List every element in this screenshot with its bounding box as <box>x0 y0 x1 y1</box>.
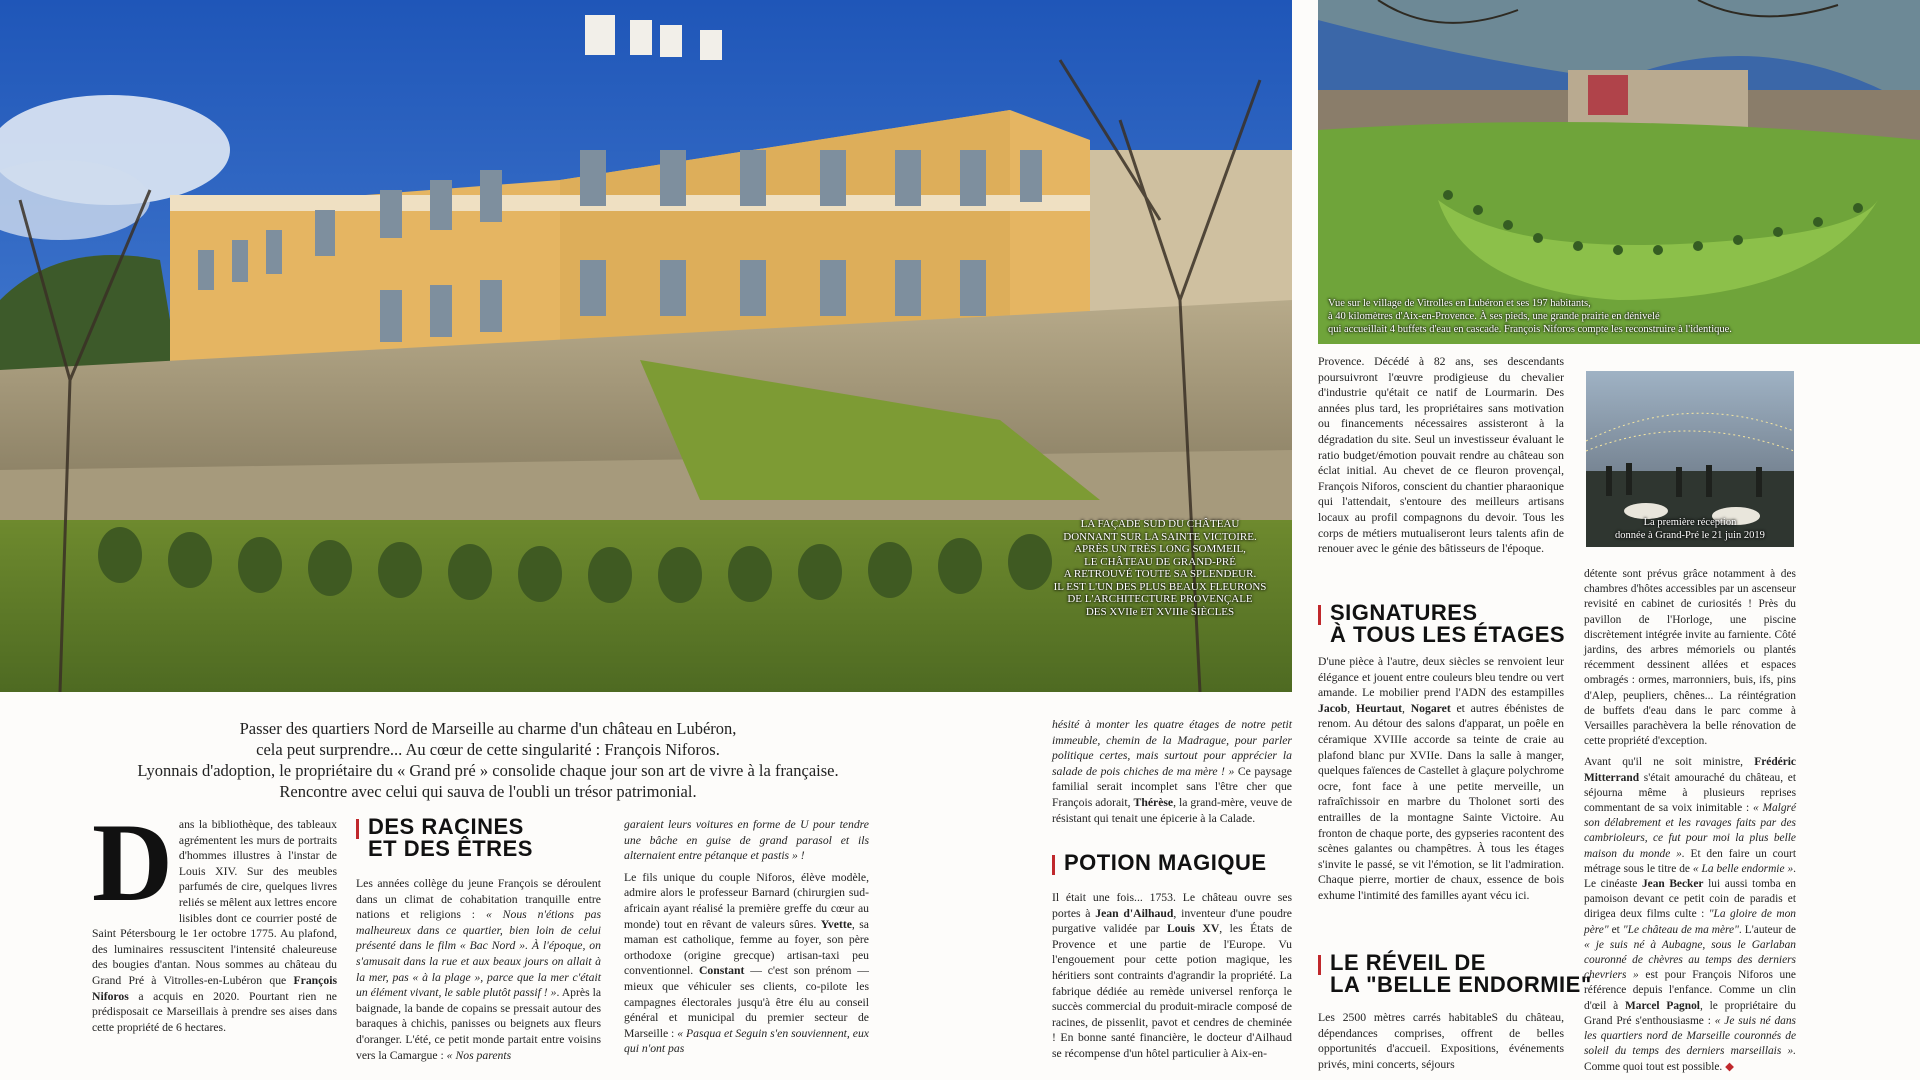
intro-standfirst: Passer des quartiers Nord de Marseille au charme d'un château en Lubéron, cela peut surprendre... Au cœur de cette singularité : François Niforos. Lyonnais d'adoption, le propriétaire du « Grand pré » consolide chaque jour son art de vivre à la française. Rencontre avec celui qui sauva de l'oubli un trésor patrimonial. <box>137 719 839 801</box>
article-column-1: Dans la bibliothèque, des tableaux agrémentent les murs de portraits d'hommes illustres à l'instar de Louis XIV. Sur des meubles parfumés de cire, quelques livres reliés se mêlent aux lettres encore lisibles dont ce courrier posté de Saint Pétersbourg le 1er octobre 1775. Au plafond, des luminaires ressuscitent l'intensité chaleureuse des bougies d'antan. Nous sommes au château du Grand Pré à Vitrolles-en-Lubéron que François Niforos a acquis en 2020. Pourtant rien ne prédisposait ce Marseillais à prendre ses aises dans cette propriété de 6 hectares. <box>92 801 337 1034</box>
chateau-photo-caption: LA FAÇADE SUD DU CHÂTEAU DONNANT SUR LA SAINTE VICTOIRE. APRÈS UN TRÈS LONG SOMMEIL, LE CHÂTEAU DE GRAND-PRÉ A RETROUVÉ TOUTE SA SPLENDEUR. IL EST L'UN DES PLUS BEAUX FLEURONS DE L'ARCHITECTURE PROVENÇALE DES XVIIe ET XVIIIe SIÈCLES <box>1053 518 1267 618</box>
reception-photo-caption: La première réception donnée à Grand-Pré le 21 juin 2019 <box>1615 517 1765 541</box>
article-column-4b: Il était une fois... 1753. Le château ouvre ses portes à Jean d'Ailhaud, inventeur d'une poudre purgative validée par Louis XV, les États de Provence et une partie de l'Europe. Vu l'engouement pour cette potion magique, les héritiers sont contraints d'agrandir la propriété. La fabrique dédiée au remède universel renforça le succès commercial du produit-miracle composé de racines, de pissenlit, pavot et cendres de cheminée ! En bonne santé financière, le docteur d'Ailhaud se récompense d'un hôtel particulier à Aix-en- <box>1052 891 1293 1060</box>
drop-cap: D <box>92 801 173 925</box>
article-column-5c: Les 2500 mètres carrés habitableS du château, dépendances comprises, offrent de belles opportunités d'accueil. Expositions, événements privés, mini concerts, séjours <box>1318 1011 1564 1071</box>
article-column-2: Les années collège du jeune François se déroulent dans un climat de cohabitation tranquille entre nations et religions : « Nous n'étions pas malheureux dans ce quartier, bien loin de celui présenté dans le film « Bac Nord ». À l'époque, on s'amusait dans la rue et aux beaux jours on allait à la mer, pas « à la plage », parce que la mer c'était un élément vivant, le sable plutôt passif ! ». Après la baignade, la bande de copains se pressait autour des baraques à chichis, panisses ou beignets aux fleurs d'oranger. L'été, ce petit monde partait entre voisins vers la Camargue : « Nos parents <box>356 877 602 1062</box>
article-column-3: garaient leurs voitures en forme de U pour tendre une bâche en guise de grand parasol et ils alternaient entre pétanque et pastis » ! Le fils unique du couple Niforos, élève modèle, admire alors le professeur Barnard (chirurgien sud-africain ayant réalisé la première greffe du cœur au monde) tout en rêvant de valeurs sûres. Yvette, sa maman est catholique, femme au foyer, son père orthodoxe (origine grecque) artisan-taxi peu conventionnel. Constant — c'est son prénom — mieux que véhiculer ses clients, co-pilote les campagnes électorales jusqu'à être élu au conseil général et municipal du premier secteur de Marseille : « Pasqua et Seguin s'en souviennent, eux qui n'ont pas <box>624 818 869 1056</box>
end-mark-icon: ◆ <box>1725 1060 1734 1073</box>
article-column-5: Provence. Décédé à 82 ans, ses descendants poursuivront l'œuvre prodigieuse du chevalier d'industrie qu'était ce natif de Lourmarin. Des années plus tard, les propriétaires sans motivation ou financements nécessaires assisteront à la dégradation du site. Seul un investisseur évaluant le ratio budget/émotion pouvait rendre au château son éclat initial. Au chevet de ce fleuron provençal, François Niforos, conscient du chantier pharaonique qui l'attendait, s'entoure des meilleurs artisans locaux au profil compagnons du devoir. Tous les corps de métiers mutualiseront leurs talents afin de renouer avec le génie des bâtisseurs de l'époque. <box>1318 355 1564 556</box>
village-photo <box>1318 0 1920 344</box>
article-column-4: hésité à monter les quatre étages de notre petit immeuble, chemin de la Madrague, pour parler politique certes, mais surtout pour apprécier la salade de pois chiches de ma mère ! » Ce paysage familial serait incomplet sans l'être cher que François adorait, Thérèse, la grand-mère, veuve de résistant qui tenait une épicerie à la Calade. <box>1052 718 1293 825</box>
village-photo-caption: Vue sur le village de Vitrolles en Lubéron et ses 197 habitants, à 40 kilomètres d'Aix-en-Provence. À ses pieds, une grande prairie en dénivelé qui accueillait 4 buffets d'eau en cascade. François Niforos compte les reconstruire à l'identique. <box>1328 298 1732 335</box>
heading-reveil: LE RÉVEIL DE LA "BELLE ENDORMIE" <box>1318 952 1592 996</box>
heading-potion-magique: POTION MAGIQUE <box>1052 852 1267 874</box>
heading-signatures: SIGNATURES À TOUS LES ÉTAGES <box>1318 602 1565 646</box>
article-column-5b: D'une pièce à l'autre, deux siècles se renvoient leur élégance et jouent entre couleurs bleu tendre ou vert amande. Le mobilier prend l'ADN des estampilles Jacob, Heurtaut, Nogaret et autres ébénistes de renom. Au détour des salons d'apparat, un poêle en céramique XVIIIe accorde sa teinte de craie au plafond blanc pur XVIIe. Dans la salle à manger, quelques faïences de Castellet à glaçure polychrome ocre, font face à une petite merveille, un rafraîchissoir en marbre du Tholonet sorti des entrailles de la montagne Sainte Victoire. Au fronton de chaque porte, des gypseries racontent des scènes galantes ou champêtres. À tous les étages s'invite le passé, se vit l'émotion, se lit l'admiration. Chaque pierre, mortier de chaux, essence de bois exhume l'intimité des familles ayant vécu ici. <box>1318 655 1564 902</box>
article-column-6: détente sont prévus grâce notamment à des chambres d'hôtes accessibles par un ascenseur revisité en cabinet de curiosités ! Près du pavillon de l'Horloge, une piscine discrètement intégrée invite au farniente. Côté jardins, des arbres mémoriels ou plantés récemment dessinent allées et espaces ombragés : ormes, marronniers, buis, ifs, pins d'Alep, peupliers, chênes... La réintégration de buffets d'eau dans le parc comme à Versailles parachèvera la belle rénovation de cette propriété d'exception. Avant qu'il ne soit ministre, Frédéric Mitterrand s'était amouraché du château, et séjourna même à plusieurs reprises commentant de sa voix inimitable : « Malgré son délabrement et les ravages faits par des cambrioleurs, ce fut pour moi la plus belle maison du monde ». Et den faire un court métrage sous le titre de « La belle endormie ». Le cinéaste Jean Becker lui aussi tomba en pamoison devant ce petit coin de paradis et dirigea deux films culte : "La gloire de mon père" et "Le château de ma mère". L'auteur de « je suis né à Aubagne, sous le Garlaban couronné de chèvres au temps des derniers chevriers » est pour François Niforos une référence depuis l'enfance. Comme un clin d'œil à Marcel Pagnol, le propriétaire du Grand Pré s'enthousiasme : « Je suis né dans les quartiers nord de Marseille couronnés de soleil du temps des derniers marseillais ». Comme quoi tout est possible. ◆ <box>1584 568 1797 1073</box>
heading-racines: DES RACINES ET DES ÊTRES <box>356 816 533 860</box>
